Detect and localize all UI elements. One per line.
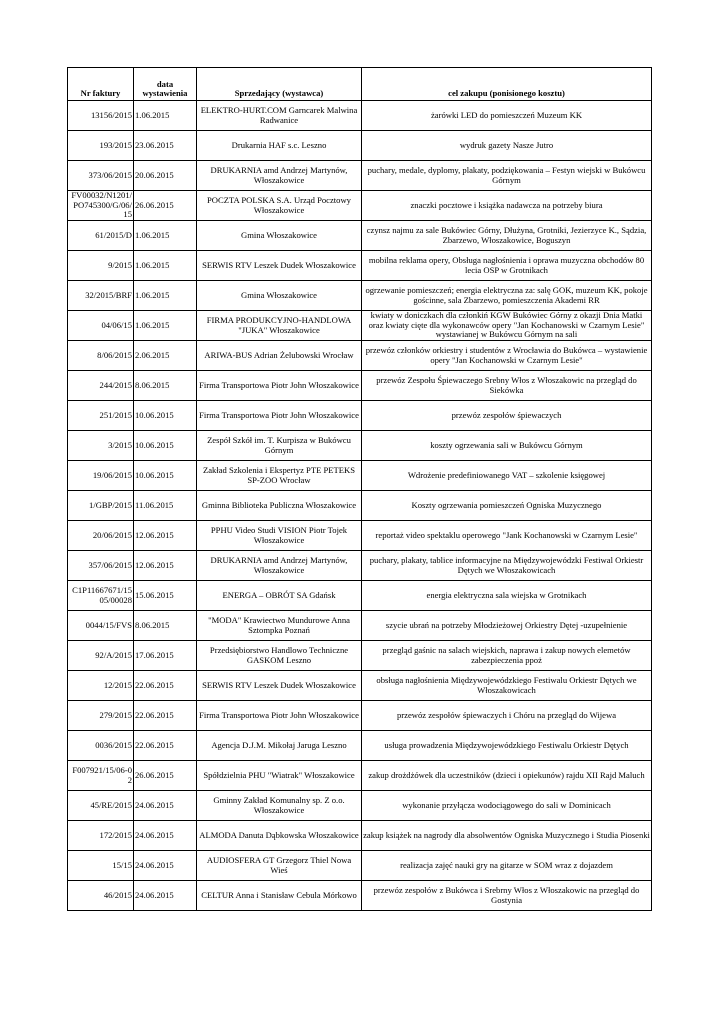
invoice-table — [67, 67, 652, 911]
purchase-purpose — [362, 431, 652, 461]
issue-date-text: 12.06.2015 — [135, 559, 174, 570]
table-row — [68, 551, 652, 581]
seller-name — [197, 731, 362, 761]
issue-date-text: 8.06.2015 — [135, 379, 170, 390]
purchase-purpose — [362, 191, 652, 221]
issue-date — [134, 131, 197, 161]
purchase-purpose-text: kwiaty w doniczkach dla członkiń KGW Bukówiec Górny z okazji Dnia Matki oraz kwiaty cięte dla wykonawców opery "Jan Kochanowski w Czarnym Lesie" wystawianej w Bukówcu Górnym na sali — [368, 310, 645, 340]
invoice-number — [68, 821, 134, 851]
invoice-number — [68, 161, 134, 191]
purchase-purpose-text: reportaż video spektaklu operowego "Jank Kochanowski w Czarnym Lesie" — [375, 529, 638, 540]
table-header-row — [68, 68, 652, 101]
seller-name — [197, 461, 362, 491]
table-row — [68, 761, 652, 791]
table-row — [68, 461, 652, 491]
invoice-number — [68, 431, 134, 461]
issue-date-text: 1.06.2015 — [135, 289, 170, 300]
purchase-purpose — [362, 641, 652, 671]
seller-name — [197, 281, 362, 311]
purchase-purpose-text: Wdrożenie predefiniowanego VAT – szkolenie księgowej — [407, 469, 606, 480]
purchase-purpose — [362, 821, 652, 851]
table-row — [68, 491, 652, 521]
seller-name — [197, 101, 362, 131]
table-row — [68, 311, 652, 341]
invoice-number — [68, 701, 134, 731]
table-row — [68, 611, 652, 641]
issue-date-text: 1.06.2015 — [135, 229, 170, 240]
issue-date — [134, 221, 197, 251]
seller-name-text: Gminny Zakład Komunalny sp. Z o.o. Włoszakowice — [213, 794, 345, 815]
issue-date-text: 15.06.2015 — [135, 589, 174, 600]
table-row — [68, 791, 652, 821]
table-row — [68, 851, 652, 881]
issue-date-text: 22.06.2015 — [135, 739, 174, 750]
issue-date-text: 22.06.2015 — [135, 679, 174, 690]
invoice-number-text: 32/2015/BRF — [85, 289, 132, 300]
purchase-purpose — [362, 551, 652, 581]
purchase-purpose-text: Koszty ogrzewania pomieszczeń Ogniska Muzycznego — [411, 499, 602, 510]
table-row — [68, 401, 652, 431]
seller-name — [197, 821, 362, 851]
purchase-purpose — [362, 491, 652, 521]
invoice-number-text: 3/2015 — [108, 439, 132, 450]
header-sprzedajacy: Sprzedający (wystawca) — [197, 68, 362, 101]
seller-name-text: Firma Transportowa Piotr John Włoszakowice — [199, 379, 359, 390]
purchase-purpose — [362, 581, 652, 611]
purchase-purpose — [362, 461, 652, 491]
purchase-purpose-text: przewóz Zespołu Śpiewaczego Srebny Włos z Włoszakowic na przegląd do Siekówka — [376, 374, 637, 395]
seller-name — [197, 191, 362, 221]
purchase-purpose-text: zakup drożdżówek dla uczestników (dzieci i opiekunów) rajdu XII Rajd Maluch — [368, 769, 645, 780]
purchase-purpose-text: szycie ubrań na potrzeby Młodzieżowej Orkiestry Dętej -uzupełnienie — [385, 619, 628, 630]
seller-name-text: DRUKARNIA amd Andrzej Martynów, Włoszakowice — [210, 554, 348, 575]
table-row — [68, 581, 652, 611]
table-row — [68, 191, 652, 221]
invoice-number — [68, 251, 134, 281]
purchase-purpose — [362, 701, 652, 731]
invoice-number-text: 0044/15/FVS — [85, 619, 132, 630]
seller-name-text: Firma Transportowa Piotr John Włoszakowice — [199, 409, 359, 420]
purchase-purpose-text: puchary, plakaty, tablice informacyjne na Międzywojewódzki Festiwal Orkiestr Dętych we Włoszakowicach — [369, 554, 644, 575]
table-row — [68, 431, 652, 461]
header-cel-zakupu: cel zakupu (ponisionego kosztu) — [362, 68, 652, 101]
invoice-number-text: C1P11667671/1505/00028 — [72, 584, 132, 605]
issue-date — [134, 701, 197, 731]
invoice-number — [68, 731, 134, 761]
purchase-purpose-text: zakup książek na nagrody dla absolwentów Ogniska Muzycznego i Studia Piosenki — [363, 829, 650, 840]
purchase-purpose-text: usługa prowadzenia Międzywojewódzkiego Festiwalu Orkiestr Dętych — [384, 739, 629, 750]
invoice-number-text: 279/2015 — [99, 709, 132, 720]
invoice-number — [68, 671, 134, 701]
invoice-number — [68, 341, 134, 371]
invoice-number — [68, 611, 134, 641]
seller-name-text: SERWIS RTV Leszek Dudek Włoszakowice — [202, 259, 356, 270]
invoice-number-text: 193/2015 — [99, 139, 132, 150]
issue-date — [134, 671, 197, 701]
purchase-purpose-text: przewóz członków orkiestry i studentów z Wrocławia do Bukówca – wystawienie opery "Jan Kochanowski w Czarnym Lesie" — [365, 344, 648, 365]
purchase-purpose-text: energia elektryczna sala wiejska w Grotnikach — [426, 589, 587, 600]
seller-name-text: AUDIOSFERA GT Grzegorz Thiel Nowa Wieś — [206, 854, 352, 875]
invoice-number-text: 357/06/2015 — [88, 559, 132, 570]
seller-name-text: ELEKTRO-HURT.COM Garncarek Malwina Radwanice — [200, 104, 358, 125]
seller-name-text: Gminna Biblioteka Publiczna Włoszakowice — [201, 499, 357, 510]
invoice-number — [68, 221, 134, 251]
seller-name — [197, 371, 362, 401]
table-row — [68, 371, 652, 401]
issue-date-text: 10.06.2015 — [135, 409, 174, 420]
seller-name-text: ARIWA-BUS Adrian Żelubowski Wrocław — [204, 349, 354, 360]
purchase-purpose-text: przegląd gaśnic na salach wiejskich, naprawa i zakup nowych elemetów zabezpieczenia ppoż — [382, 644, 631, 665]
seller-name — [197, 581, 362, 611]
issue-date — [134, 821, 197, 851]
seller-name-text: DRUKARNIA amd Andrzej Martynów, Włoszakowice — [210, 164, 348, 185]
seller-name — [197, 641, 362, 671]
seller-name-text: FIRMA PRODUKCYJNO-HANDLOWA "JUKA" Włoszakowice — [206, 314, 352, 335]
invoice-number — [68, 311, 134, 341]
issue-date-text: 1.06.2015 — [135, 259, 170, 270]
purchase-purpose-text: wykonanie przyłącza wodociągowego do sali w Dominicach — [402, 799, 611, 810]
purchase-purpose — [362, 311, 652, 341]
table-row — [68, 341, 652, 371]
purchase-purpose-text: koszty ogrzewania sali w Bukówcu Górnym — [430, 439, 583, 450]
invoice-number-text: 45/RE/2015 — [90, 799, 132, 810]
seller-name — [197, 521, 362, 551]
purchase-purpose — [362, 341, 652, 371]
issue-date-text: 10.06.2015 — [135, 469, 174, 480]
issue-date — [134, 401, 197, 431]
invoice-number-text: 0036/2015 — [95, 739, 132, 750]
issue-date-text: 12.06.2015 — [135, 529, 174, 540]
invoice-number — [68, 881, 134, 911]
invoice-number — [68, 581, 134, 611]
seller-name-text: PPHU Video Studi VISION Piotr Tojek Włoszakowice — [210, 524, 348, 545]
seller-name-text: Zakład Szkolenia i Ekspertyz PTE PETEKS SP-ZOO Wrocław — [202, 464, 356, 485]
table-row — [68, 131, 652, 161]
invoice-number-text: 61/2015/D — [95, 229, 132, 240]
issue-date — [134, 641, 197, 671]
issue-date — [134, 851, 197, 881]
purchase-purpose — [362, 521, 652, 551]
seller-name — [197, 671, 362, 701]
seller-name-text: "MODA" Krawiectwo Mundurowe Anna Sztompka Poznań — [208, 614, 350, 635]
invoice-number-text: FV00032/N1201/PO745300/G/06/15 — [71, 190, 132, 220]
seller-name-text: Zespół Szkół im. T. Kurpisza w Bukówcu Górnym — [207, 434, 351, 455]
seller-name-text: ENERGA – OBRÓT SA Gdańsk — [222, 589, 336, 600]
invoice-number-text: 251/2015 — [99, 409, 132, 420]
table-row — [68, 101, 652, 131]
purchase-purpose — [362, 731, 652, 761]
seller-name — [197, 491, 362, 521]
seller-name — [197, 251, 362, 281]
issue-date — [134, 551, 197, 581]
table-body — [68, 101, 652, 911]
issue-date — [134, 431, 197, 461]
seller-name — [197, 551, 362, 581]
purchase-purpose — [362, 251, 652, 281]
invoice-number-text: 244/2015 — [99, 379, 132, 390]
invoice-number-text: 373/06/2015 — [88, 169, 132, 180]
purchase-purpose-text: ogrzewanie pomieszczeń; energia elektryczna za: salę GOK, muzeum KK, pokoje gościnne, sala Zbarzewo, pomieszczenia Akademi RR — [365, 284, 648, 305]
issue-date-text: 24.06.2015 — [135, 799, 174, 810]
seller-name — [197, 401, 362, 431]
seller-name-text: POCZTA POLSKA S.A. Urząd Pocztowy Włoszakowice — [207, 194, 351, 215]
purchase-purpose — [362, 881, 652, 911]
invoice-number — [68, 521, 134, 551]
purchase-purpose — [362, 401, 652, 431]
purchase-purpose — [362, 161, 652, 191]
issue-date — [134, 761, 197, 791]
seller-name — [197, 431, 362, 461]
seller-name — [197, 221, 362, 251]
issue-date-text: 24.06.2015 — [135, 859, 174, 870]
seller-name-text: Agencja D.J.M. Mikołaj Jaruga Leszno — [211, 739, 347, 750]
purchase-purpose — [362, 221, 652, 251]
issue-date-text: 8.06.2015 — [135, 619, 170, 630]
issue-date-text: 1.06.2015 — [135, 109, 170, 120]
purchase-purpose-text: przewóz zespołów śpiewaczych — [451, 409, 562, 420]
invoice-number — [68, 851, 134, 881]
table-row — [68, 221, 652, 251]
purchase-purpose — [362, 371, 652, 401]
purchase-purpose-text: wydruk gazety Nasze Jutro — [459, 139, 554, 150]
invoice-number-text: 04/06/15 — [101, 319, 132, 330]
issue-date — [134, 521, 197, 551]
seller-name — [197, 851, 362, 881]
issue-date-text: 11.06.2015 — [135, 499, 174, 510]
purchase-purpose — [362, 281, 652, 311]
invoice-number — [68, 641, 134, 671]
purchase-purpose-text: obsługa nagłośnienia Międzywojewódzkiego Festiwalu Orkiestr Dętych we Włoszakowicach — [376, 674, 637, 695]
issue-date-text: 2.06.2015 — [135, 349, 170, 360]
invoice-number-text: 1/GBP/2015 — [89, 499, 132, 510]
issue-date-text: 20.06.2015 — [135, 169, 174, 180]
purchase-purpose — [362, 611, 652, 641]
purchase-purpose — [362, 851, 652, 881]
seller-name-text: ALMODA Danuta Dąbkowska Włoszakowice — [199, 829, 359, 840]
issue-date — [134, 461, 197, 491]
purchase-purpose-text: przewóz zespołów śpiewaczych i Chóru na przegląd do Wijewa — [396, 709, 617, 720]
table-row — [68, 521, 652, 551]
seller-name-text: Drukarnia HAF s.c. Leszno — [231, 139, 327, 150]
header-data-wystawienia: data wystawienia — [134, 68, 197, 101]
issue-date — [134, 731, 197, 761]
seller-name — [197, 791, 362, 821]
issue-date-text: 23.06.2015 — [135, 139, 174, 150]
issue-date-text: 24.06.2015 — [135, 829, 174, 840]
invoice-number — [68, 401, 134, 431]
purchase-purpose-text: znaczki pocztowe i książka nadawcza na potrzeby biura — [410, 199, 603, 210]
table-row — [68, 251, 652, 281]
invoice-number-text: 19/06/2015 — [92, 469, 132, 480]
seller-name-text: Przedsiębiorstwo Handlowo Techniczne GASKOM Leszno — [209, 644, 349, 665]
issue-date — [134, 791, 197, 821]
invoice-number-text: 46/2015 — [103, 889, 132, 900]
invoice-number — [68, 791, 134, 821]
table-row — [68, 161, 652, 191]
invoice-number-text: 13156/2015 — [90, 109, 132, 120]
invoice-number — [68, 371, 134, 401]
issue-date — [134, 191, 197, 221]
issue-date — [134, 341, 197, 371]
table-row — [68, 731, 652, 761]
seller-name — [197, 611, 362, 641]
purchase-purpose-text: przewóz zespołów z Bukówca i Srebrny Włos z Włoszakowic na przegląd do Gostynia — [373, 884, 640, 905]
purchase-purpose-text: puchary, medale, dyplomy, plakaty, podziękowania – Festyn wiejski w Bukówcu Górnym — [367, 164, 646, 185]
table-row — [68, 881, 652, 911]
issue-date-text: 22.06.2015 — [135, 709, 174, 720]
issue-date — [134, 311, 197, 341]
invoice-number — [68, 761, 134, 791]
seller-name-text: SERWIS RTV Leszek Dudek Włoszakowice — [202, 679, 356, 690]
purchase-purpose-text: żarówki LED do pomieszczeń Muzeum KK — [430, 109, 583, 120]
issue-date-text: 17.06.2015 — [135, 649, 174, 660]
purchase-purpose — [362, 671, 652, 701]
invoice-number-text: 8/06/2015 — [97, 349, 132, 360]
invoice-number — [68, 101, 134, 131]
invoice-number — [68, 281, 134, 311]
invoice-number — [68, 461, 134, 491]
table-row — [68, 641, 652, 671]
seller-name — [197, 161, 362, 191]
invoice-number-text: 9/2015 — [108, 259, 132, 270]
purchase-purpose-text: czynsz najmu za sale Bukówiec Górny, Dłużyna, Grotniki, Jezierzyce K., Sądzia, Zbarzewo, Włoszakowice, Boguszyn — [366, 224, 647, 245]
purchase-purpose-text: mobilna reklama opery, Obsługa nagłośnienia i oprawa muzyczna obchodów 80 lecia OSP w Grotnikach — [368, 254, 645, 275]
purchase-purpose — [362, 791, 652, 821]
issue-date — [134, 161, 197, 191]
purchase-purpose-text: realizacja zajęć nauki gry na gitarze w SOM wraz z dojazdem — [400, 859, 613, 870]
table-row — [68, 281, 652, 311]
table-row — [68, 701, 652, 731]
table-row — [68, 671, 652, 701]
invoice-number — [68, 131, 134, 161]
purchase-purpose — [362, 761, 652, 791]
issue-date — [134, 251, 197, 281]
issue-date-text: 26.06.2015 — [135, 199, 174, 210]
issue-date-text: 1.06.2015 — [135, 319, 170, 330]
seller-name — [197, 761, 362, 791]
invoice-number — [68, 491, 134, 521]
seller-name — [197, 311, 362, 341]
issue-date — [134, 491, 197, 521]
issue-date — [134, 371, 197, 401]
issue-date — [134, 581, 197, 611]
invoice-number-text: 15/15 — [112, 859, 132, 870]
invoice-number-text: 20/06/2015 — [92, 529, 132, 540]
header-nr-faktury: Nr faktury — [68, 68, 134, 101]
issue-date — [134, 281, 197, 311]
seller-name — [197, 701, 362, 731]
seller-name-text: Gmina Włoszakowice — [241, 229, 317, 240]
issue-date — [134, 611, 197, 641]
purchase-purpose — [362, 131, 652, 161]
seller-name-text: CELTUR Anna i Stanisław Cebula Mórkowo — [201, 889, 357, 900]
invoice-number-text: 92/A/2015 — [95, 649, 132, 660]
seller-name — [197, 881, 362, 911]
issue-date-text: 24.06.2015 — [135, 889, 174, 900]
invoice-number-text: 172/2015 — [99, 829, 132, 840]
invoice-number — [68, 191, 134, 221]
invoice-number — [68, 551, 134, 581]
invoice-number-text: 12/2015 — [103, 679, 132, 690]
seller-name-text: Firma Transportowa Piotr John Włoszakowice — [199, 709, 359, 720]
issue-date-text: 10.06.2015 — [135, 439, 174, 450]
seller-name — [197, 131, 362, 161]
table-row — [68, 821, 652, 851]
purchase-purpose — [362, 101, 652, 131]
seller-name-text: Spółdzielnia PHU "Wiatrak" Włoszakowice — [203, 769, 355, 780]
seller-name-text: Gmina Włoszakowice — [241, 289, 317, 300]
issue-date — [134, 101, 197, 131]
issue-date-text: 26.06.2015 — [135, 769, 174, 780]
seller-name — [197, 341, 362, 371]
issue-date — [134, 881, 197, 911]
invoice-number-text: F007921/15/06-02 — [72, 764, 132, 785]
